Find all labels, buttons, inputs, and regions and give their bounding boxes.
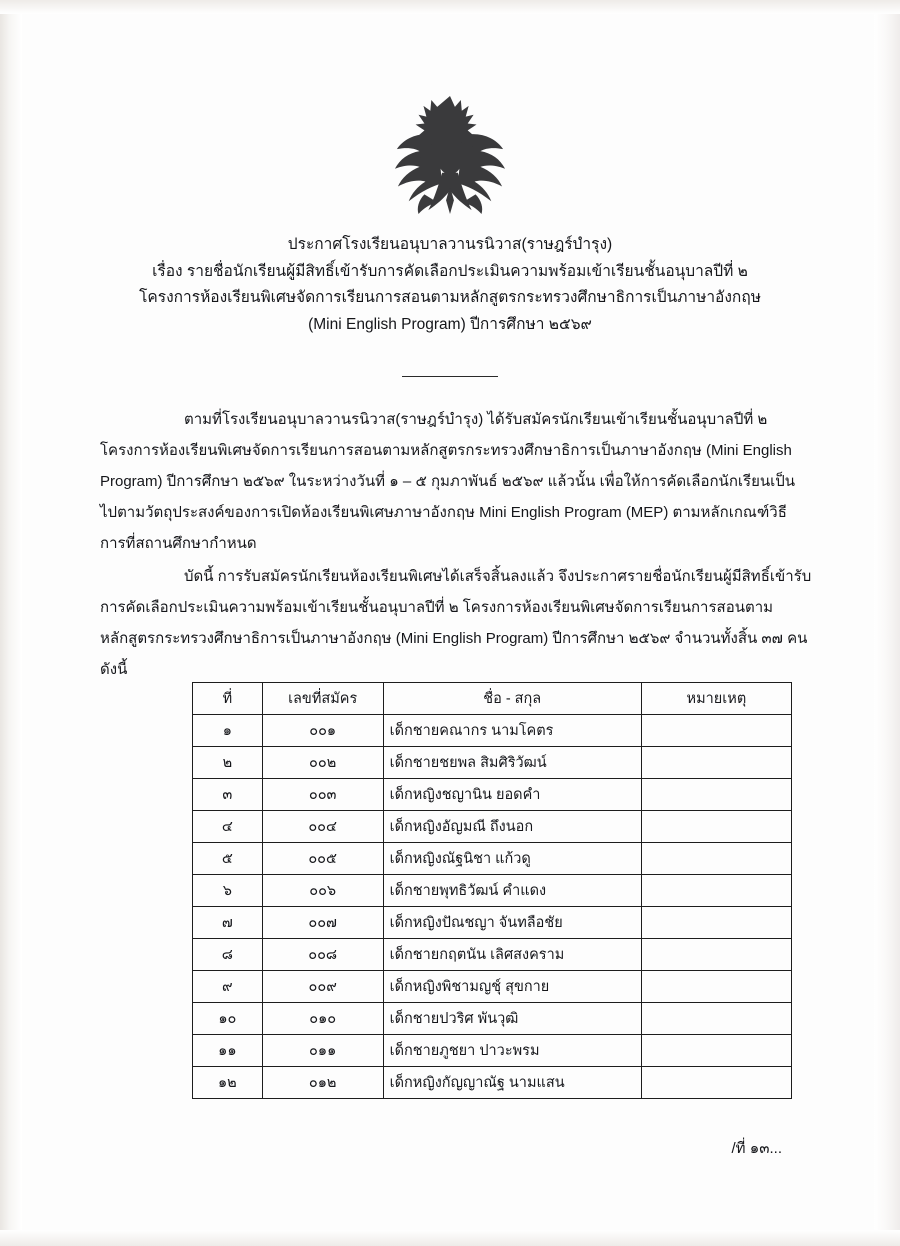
cell-no: ๖ xyxy=(193,875,263,907)
cell-note xyxy=(641,907,791,939)
table-row xyxy=(193,1035,792,1067)
column-header-note: หมายเหตุ xyxy=(641,683,791,715)
heading-line-1: ประกาศโรงเรียนอนุบาลวานรนิวาส(ราษฎร์บำรุง) xyxy=(287,236,613,253)
roster-table-container xyxy=(192,682,792,1099)
cell-no: ๑๑ xyxy=(193,1035,263,1067)
table-row xyxy=(193,971,792,1003)
cell-no: ๗ xyxy=(193,907,263,939)
cell-student-name: เด็กชายกฤตนัน เลิศสงคราม xyxy=(383,939,641,971)
garuda-emblem xyxy=(391,92,509,220)
table-row xyxy=(193,875,792,907)
table-row xyxy=(193,907,792,939)
paragraph-1-text: ตามที่โรงเรียนอนุบาลวานรนิวาส(ราษฎร์บำรุง) ได้รับสมัครนักเรียนเข้าเรียนชั้นอนุบาลปีที่ ๒ โครงการห้องเรียนพิเศษจัดการเรียนการสอนตามหลักสูตรกระทรวงศึกษาธิการเป็นภาษาอังกฤษ (Mini English Program) ปีการศึกษา ๒๕๖๙ ในระหว่างวันที่ ๑ – ๕ กุมภาพันธ์ ๒๕๖๙ แล้วนั้น เพื่อให้การคัดเลือกนักเรียนเป็นไปตามวัตถุประสงค์ของการเปิดห้องเรียนพิเศษภาษาอังกฤษ Mini English Program (MEP) ตามหลักเกณฑ์วิธีการที่สถานศึกษากำหนด xyxy=(100,411,796,553)
cell-note xyxy=(641,747,791,779)
cell-no: ๔ xyxy=(193,811,263,843)
cell-note xyxy=(641,939,791,971)
cell-student-name: เด็กชายปวริศ พันวุฒิ xyxy=(383,1003,641,1035)
cell-application-no: ๐๐๕ xyxy=(262,843,383,875)
table-row xyxy=(193,939,792,971)
cell-no: ๓ xyxy=(193,779,263,811)
cell-student-name: เด็กหญิงกัญญาณัฐ นามแสน xyxy=(383,1067,641,1099)
cell-no: ๘ xyxy=(193,939,263,971)
cell-note xyxy=(641,1035,791,1067)
cell-application-no: ๐๑๒ xyxy=(262,1067,383,1099)
paragraph-2-text: บัดนี้ การรับสมัครนักเรียนห้องเรียนพิเศษได้เสร็จสิ้นลงแล้ว จึงประกาศรายชื่อนักเรียนผู้มีสิทธิ์เข้ารับการคัดเลือกประเมินความพร้อมเข้าเรียนชั้นอนุบาลปีที่ ๒ โครงการห้องเรียนพิเศษจัดการเรียนการสอนตามหลักสูตรกระทรวงศึกษาธิการเป็นภาษาอังกฤษ (Mini English Program) ปีการศึกษา ๒๕๖๙ จำนวนทั้งสิ้น ๓๗ คน ดังนี้ xyxy=(100,568,812,679)
cell-note xyxy=(641,875,791,907)
table-row xyxy=(193,715,792,747)
table-row xyxy=(193,843,792,875)
cell-no: ๑ xyxy=(193,715,263,747)
cell-note xyxy=(641,779,791,811)
cell-note xyxy=(641,843,791,875)
heading-divider xyxy=(402,376,498,377)
cell-no: ๑๒ xyxy=(193,1067,263,1099)
cell-note xyxy=(641,811,791,843)
cell-no: ๙ xyxy=(193,971,263,1003)
cell-note xyxy=(641,1003,791,1035)
cell-application-no: ๐๐๒ xyxy=(262,747,383,779)
table-header-row xyxy=(193,683,792,715)
column-header-name: ชื่อ - สกุล xyxy=(383,683,641,715)
heading-line-3: โครงการห้องเรียนพิเศษจัดการเรียนการสอนตามหลักสูตรกระทรวงศึกษาธิการเป็นภาษาอังกฤษ xyxy=(139,289,761,307)
cell-application-no: ๐๐๘ xyxy=(262,939,383,971)
roster-table-body xyxy=(193,715,792,1099)
cell-student-name: เด็กชายภูชยา ปาวะพรม xyxy=(383,1035,641,1067)
cell-student-name: เด็กชายพุทธิวัฒน์ คำแดง xyxy=(383,875,641,907)
roster-table-header xyxy=(193,683,792,715)
cell-no: ๒ xyxy=(193,747,263,779)
announcement-body xyxy=(100,404,812,687)
table-row xyxy=(193,747,792,779)
cell-no: ๕ xyxy=(193,843,263,875)
cell-student-name: เด็กชายคณากร นามโคตร xyxy=(383,715,641,747)
heading-line-4: (Mini English Program) ปีการศึกษา ๒๕๖๙ xyxy=(308,315,592,333)
cell-student-name: เด็กหญิงพิชามญชุ์ สุขกาย xyxy=(383,971,641,1003)
cell-student-name: เด็กชายชยพล สิมศิริวัฒน์ xyxy=(383,747,641,779)
column-header-no: ที่ xyxy=(193,683,263,715)
cell-application-no: ๐๐๓ xyxy=(262,779,383,811)
heading-line-2: เรื่อง รายชื่อนักเรียนผู้มีสิทธิ์เข้ารับการคัดเลือกประเมินความพร้อมเข้าเรียนชั้นอนุบาลปีที่ ๒ xyxy=(152,262,748,280)
emblem-container xyxy=(0,92,900,225)
cell-application-no: ๐๐๑ xyxy=(262,715,383,747)
cell-application-no: ๐๑๐ xyxy=(262,1003,383,1035)
table-row xyxy=(193,779,792,811)
cell-note xyxy=(641,1067,791,1099)
cell-student-name: เด็กหญิงชญานิน ยอดคำ xyxy=(383,779,641,811)
cell-student-name: เด็กหญิงอัญมณี ถึงนอก xyxy=(383,811,641,843)
cell-note xyxy=(641,715,791,747)
cell-application-no: ๐๐๖ xyxy=(262,875,383,907)
cell-application-no: ๐๑๑ xyxy=(262,1035,383,1067)
cell-application-no: ๐๐๔ xyxy=(262,811,383,843)
cell-application-no: ๐๐๗ xyxy=(262,907,383,939)
announcement-heading xyxy=(60,232,840,339)
cell-note xyxy=(641,971,791,1003)
paragraph-1 xyxy=(100,404,812,559)
cell-student-name: เด็กหญิงณัฐนิชา แก้วดู xyxy=(383,843,641,875)
cell-no: ๑๐ xyxy=(193,1003,263,1035)
column-header-application-no: เลขที่สมัคร xyxy=(262,683,383,715)
cell-application-no: ๐๐๙ xyxy=(262,971,383,1003)
table-row xyxy=(193,1067,792,1099)
continuation-note: /ที่ ๑๓... xyxy=(731,1140,782,1157)
cell-student-name: เด็กหญิงปัณชญา จันทลือชัย xyxy=(383,907,641,939)
table-row xyxy=(193,1003,792,1035)
paragraph-2 xyxy=(100,561,812,685)
table-row xyxy=(193,811,792,843)
roster-table xyxy=(192,682,792,1099)
